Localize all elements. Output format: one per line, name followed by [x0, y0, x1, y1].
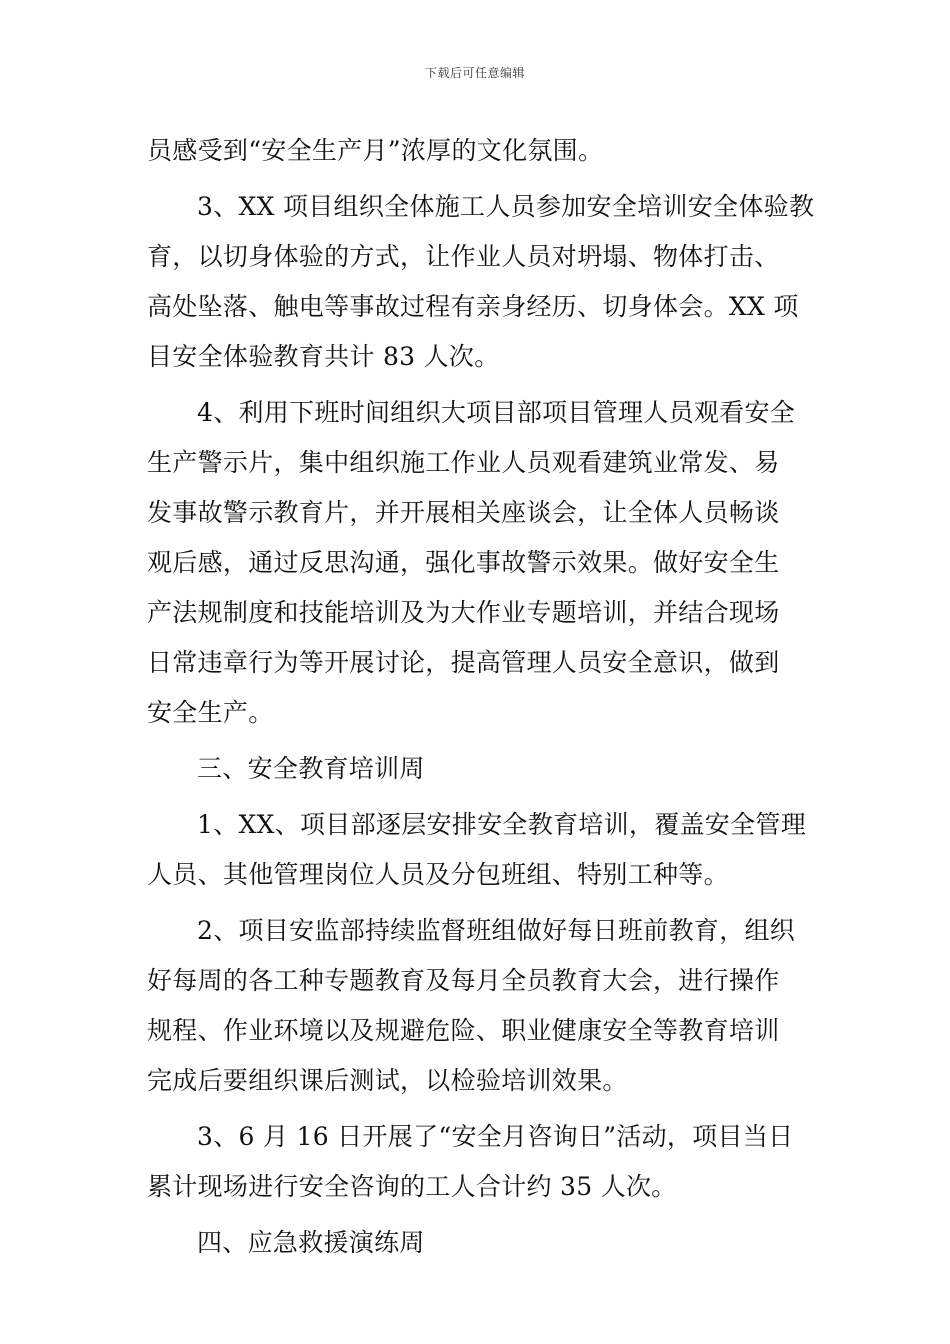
page-header: 下载后可任意编辑 [424, 66, 525, 80]
text-line: 高处坠落、触电等事故过程有亲身经历、切身体会。XX 项 [147, 292, 799, 321]
text-line: 日常违章行为等开展讨论，提高管理人员安全意识，做到 [147, 648, 780, 677]
text-line: 2、项目安监部持续监督班组做好每日班前教育，组织 [197, 916, 796, 945]
paragraph [147, 126, 807, 176]
section-heading [147, 744, 807, 794]
text-line: 3、6 月 16 日开展了“安全月咨询日”活动，项目当日 [197, 1122, 794, 1151]
text-line: 产法规制度和技能培训及为大作业专题培训，并结合现场 [147, 598, 780, 627]
text-line: 4、利用下班时间组织大项目部项目管理人员观看安全 [197, 398, 796, 427]
document-body [147, 126, 815, 1268]
text-line: 安全生产。 [147, 698, 274, 727]
text-line: 三、安全教育培训周 [197, 754, 425, 783]
text-line: 育，以切身体验的方式，让作业人员对坍塌、物体打击、 [147, 242, 780, 271]
paragraph [147, 388, 807, 738]
text-line: 完成后要组织课后测试，以检验培训效果。 [147, 1066, 628, 1095]
section-heading [147, 1218, 807, 1268]
text-line: 3、XX 项目组织全体施工人员参加安全培训安全体验教 [197, 192, 815, 221]
paragraph [147, 1112, 807, 1212]
text-line: 生产警示片，集中组织施工作业人员观看建筑业常发、易 [147, 448, 780, 477]
text-line: 发事故警示教育片，并开展相关座谈会，让全体人员畅谈 [147, 498, 780, 527]
text-line: 目安全体验教育共计 83 人次。 [147, 342, 500, 371]
paragraph [147, 906, 807, 1106]
text-line: 四、应急救援演练周 [197, 1228, 425, 1257]
text-line: 人员、其他管理岗位人员及分包班组、特别工种等。 [147, 860, 729, 889]
text-line: 累计现场进行安全咨询的工人合计约 35 人次。 [147, 1172, 677, 1201]
text-line: 好每周的各工种专题教育及每月全员教育大会，进行操作 [147, 966, 780, 995]
text-line: 规程、作业环境以及规避危险、职业健康安全等教育培训 [147, 1016, 780, 1045]
text-line: 观后感，通过反思沟通，强化事故警示效果。做好安全生 [147, 548, 780, 577]
text-line: 1、XX、项目部逐层安排安全教育培训，覆盖安全管理 [197, 810, 807, 839]
paragraph [147, 182, 815, 382]
paragraph [147, 800, 807, 900]
text-line: 员感受到“安全生产月”浓厚的文化氛围。 [147, 136, 604, 165]
